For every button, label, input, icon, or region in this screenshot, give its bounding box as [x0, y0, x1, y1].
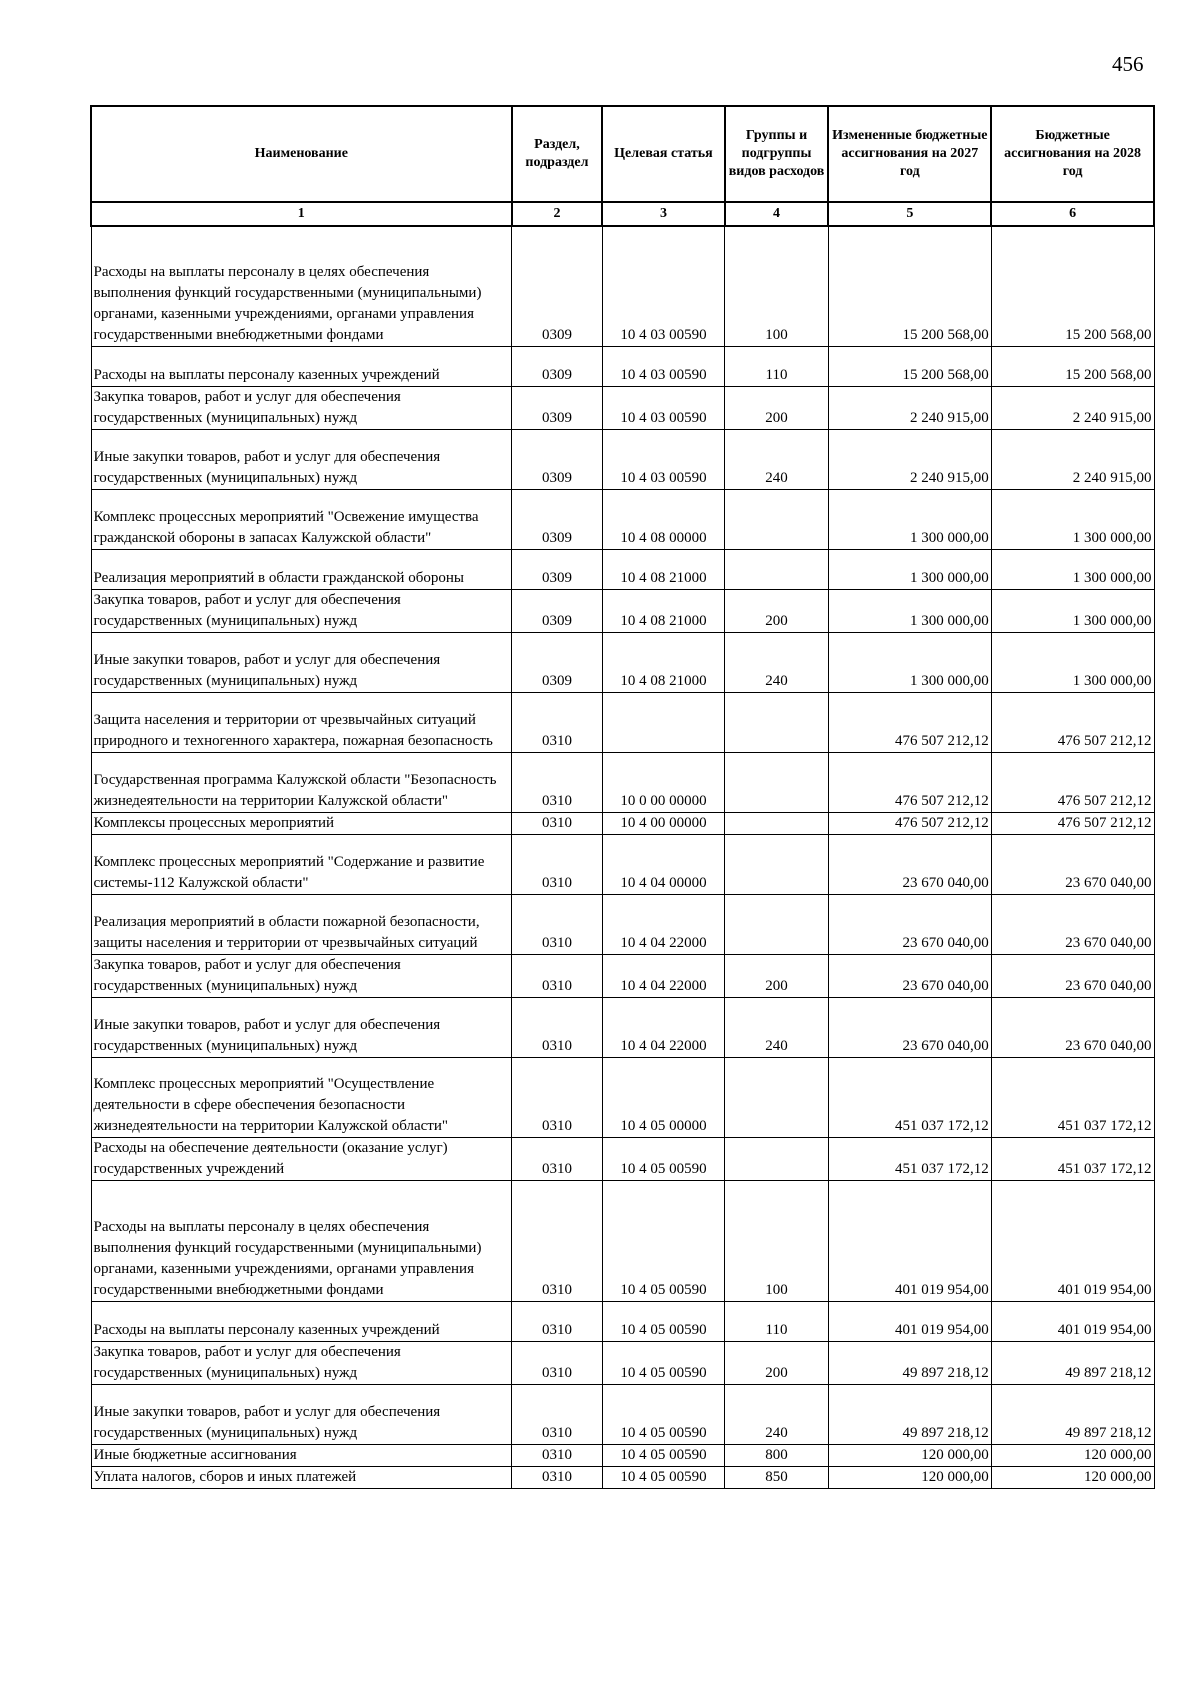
row-amount-2027: 476 507 212,12	[828, 692, 991, 752]
row-expense-group	[725, 812, 829, 834]
column-number: 1	[91, 202, 512, 226]
row-target-code	[602, 692, 724, 752]
row-name: Государственная программа Калужской области "Безопасность жизнедеятельности на территории Калужской области"	[91, 752, 512, 812]
row-expense-group	[725, 692, 829, 752]
row-name: Закупка товаров, работ и услуг для обеспечения государственных (муниципальных) нужд	[91, 589, 512, 632]
table-row	[91, 429, 1154, 489]
row-expense-group	[725, 752, 829, 812]
budget-table	[90, 105, 1155, 1489]
row-amount-2028: 15 200 568,00	[991, 346, 1154, 386]
row-name: Реализация мероприятий в области гражданской обороны	[91, 549, 512, 589]
row-amount-2027: 2 240 915,00	[828, 386, 991, 429]
row-amount-2028: 1 300 000,00	[991, 549, 1154, 589]
row-section-code: 0310	[512, 954, 603, 997]
row-name: Защита населения и территории от чрезвычайных ситуаций природного и техногенного характера, пожарная безопасность	[91, 692, 512, 752]
row-section-code: 0310	[512, 834, 603, 894]
column-number-row	[91, 202, 1154, 226]
row-target-code: 10 4 04 22000	[602, 997, 724, 1057]
row-expense-group	[725, 1137, 829, 1180]
row-target-code: 10 4 08 21000	[602, 632, 724, 692]
row-amount-2028: 1 300 000,00	[991, 589, 1154, 632]
row-section-code: 0310	[512, 1466, 603, 1488]
column-number: 2	[512, 202, 603, 226]
row-amount-2028: 23 670 040,00	[991, 894, 1154, 954]
row-section-code: 0309	[512, 346, 603, 386]
row-target-code: 10 4 05 00000	[602, 1057, 724, 1137]
row-amount-2027: 15 200 568,00	[828, 226, 991, 346]
page-number: 456	[1112, 52, 1144, 76]
row-amount-2027: 23 670 040,00	[828, 894, 991, 954]
row-expense-group: 100	[725, 226, 829, 346]
column-header-group: Группы и подгруппы видов расходов	[725, 106, 829, 202]
row-section-code: 0309	[512, 632, 603, 692]
row-section-code: 0310	[512, 692, 603, 752]
table-row	[91, 1384, 1154, 1444]
row-amount-2028: 401 019 954,00	[991, 1180, 1154, 1301]
row-name: Иные бюджетные ассигнования	[91, 1444, 512, 1466]
row-section-code: 0310	[512, 752, 603, 812]
row-target-code: 10 4 08 00000	[602, 489, 724, 549]
row-section-code: 0310	[512, 894, 603, 954]
row-amount-2027: 476 507 212,12	[828, 752, 991, 812]
row-expense-group: 200	[725, 954, 829, 997]
row-name: Закупка товаров, работ и услуг для обеспечения государственных (муниципальных) нужд	[91, 386, 512, 429]
column-number: 5	[828, 202, 991, 226]
row-target-code: 10 4 05 00590	[602, 1180, 724, 1301]
row-name: Реализация мероприятий в области пожарной безопасности, защиты населения и территории от чрезвычайных ситуаций	[91, 894, 512, 954]
row-amount-2028: 476 507 212,12	[991, 692, 1154, 752]
row-target-code: 10 4 05 00590	[602, 1444, 724, 1466]
row-target-code: 10 4 04 22000	[602, 894, 724, 954]
table-row	[91, 226, 1154, 346]
row-amount-2027: 15 200 568,00	[828, 346, 991, 386]
row-expense-group: 240	[725, 1384, 829, 1444]
row-section-code: 0310	[512, 1180, 603, 1301]
table-row	[91, 589, 1154, 632]
row-section-code: 0309	[512, 489, 603, 549]
row-name: Комплекс процессных мероприятий "Содержание и развитие системы-112 Калужской области"	[91, 834, 512, 894]
row-amount-2027: 49 897 218,12	[828, 1341, 991, 1384]
row-target-code: 10 4 08 21000	[602, 589, 724, 632]
row-expense-group: 200	[725, 1341, 829, 1384]
column-header-2027: Измененные бюджетные ассигнования на 2027 год	[828, 106, 991, 202]
row-amount-2028: 23 670 040,00	[991, 997, 1154, 1057]
row-target-code: 10 4 05 00590	[602, 1466, 724, 1488]
column-header-section: Раздел, подраздел	[512, 106, 603, 202]
table-row	[91, 346, 1154, 386]
row-section-code: 0310	[512, 1137, 603, 1180]
row-target-code: 10 4 05 00590	[602, 1384, 724, 1444]
header-row	[91, 106, 1154, 202]
table-row	[91, 386, 1154, 429]
table-row	[91, 752, 1154, 812]
row-section-code: 0310	[512, 812, 603, 834]
row-amount-2027: 1 300 000,00	[828, 549, 991, 589]
table-row	[91, 1466, 1154, 1488]
row-target-code: 10 4 05 00590	[602, 1341, 724, 1384]
row-amount-2028: 1 300 000,00	[991, 489, 1154, 549]
row-section-code: 0310	[512, 1384, 603, 1444]
row-expense-group	[725, 549, 829, 589]
row-name: Комплекс процессных мероприятий "Освежение имущества гражданской обороны в запасах Калужской области"	[91, 489, 512, 549]
column-header-2028: Бюджетные ассигнования на 2028 год	[991, 106, 1154, 202]
row-amount-2028: 49 897 218,12	[991, 1341, 1154, 1384]
table-row	[91, 692, 1154, 752]
table-row	[91, 997, 1154, 1057]
row-amount-2027: 120 000,00	[828, 1444, 991, 1466]
row-name: Иные закупки товаров, работ и услуг для обеспечения государственных (муниципальных) нужд	[91, 429, 512, 489]
row-name: Иные закупки товаров, работ и услуг для обеспечения государственных (муниципальных) нужд	[91, 1384, 512, 1444]
table-body	[91, 226, 1154, 1488]
row-expense-group: 240	[725, 997, 829, 1057]
row-amount-2028: 120 000,00	[991, 1444, 1154, 1466]
row-target-code: 10 0 00 00000	[602, 752, 724, 812]
row-section-code: 0310	[512, 1444, 603, 1466]
row-section-code: 0309	[512, 589, 603, 632]
row-target-code: 10 4 05 00590	[602, 1301, 724, 1341]
column-number: 6	[991, 202, 1154, 226]
row-amount-2028: 451 037 172,12	[991, 1057, 1154, 1137]
table-row	[91, 489, 1154, 549]
row-amount-2028: 401 019 954,00	[991, 1301, 1154, 1341]
row-target-code: 10 4 03 00590	[602, 226, 724, 346]
row-name: Иные закупки товаров, работ и услуг для обеспечения государственных (муниципальных) нужд	[91, 632, 512, 692]
row-expense-group: 200	[725, 589, 829, 632]
row-amount-2027: 401 019 954,00	[828, 1180, 991, 1301]
row-expense-group	[725, 894, 829, 954]
row-amount-2028: 15 200 568,00	[991, 226, 1154, 346]
row-amount-2028: 23 670 040,00	[991, 954, 1154, 997]
table-row	[91, 954, 1154, 997]
table-row	[91, 1301, 1154, 1341]
row-target-code: 10 4 04 00000	[602, 834, 724, 894]
row-section-code: 0310	[512, 997, 603, 1057]
row-amount-2027: 451 037 172,12	[828, 1137, 991, 1180]
row-amount-2028: 451 037 172,12	[991, 1137, 1154, 1180]
row-name: Закупка товаров, работ и услуг для обеспечения государственных (муниципальных) нужд	[91, 1341, 512, 1384]
table-row	[91, 1137, 1154, 1180]
row-target-code: 10 4 04 22000	[602, 954, 724, 997]
row-name: Комплексы процессных мероприятий	[91, 812, 512, 834]
row-section-code: 0310	[512, 1057, 603, 1137]
column-number: 3	[602, 202, 724, 226]
row-expense-group: 800	[725, 1444, 829, 1466]
row-expense-group: 240	[725, 429, 829, 489]
row-amount-2027: 23 670 040,00	[828, 954, 991, 997]
row-name: Расходы на обеспечение деятельности (оказание услуг) государственных учреждений	[91, 1137, 512, 1180]
row-target-code: 10 4 08 21000	[602, 549, 724, 589]
row-section-code: 0310	[512, 1341, 603, 1384]
row-amount-2027: 2 240 915,00	[828, 429, 991, 489]
table-row	[91, 1180, 1154, 1301]
table-row	[91, 1444, 1154, 1466]
row-target-code: 10 4 03 00590	[602, 346, 724, 386]
row-amount-2027: 1 300 000,00	[828, 489, 991, 549]
row-expense-group: 110	[725, 346, 829, 386]
column-number: 4	[725, 202, 829, 226]
row-name: Расходы на выплаты персоналу в целях обеспечения выполнения функций государственными (муниципальными) органами, казенными учреждениями, органами управления государственными внебюджетными фондами	[91, 226, 512, 346]
row-amount-2028: 120 000,00	[991, 1466, 1154, 1488]
table-row	[91, 834, 1154, 894]
row-amount-2027: 23 670 040,00	[828, 834, 991, 894]
row-name: Расходы на выплаты персоналу казенных учреждений	[91, 346, 512, 386]
row-amount-2028: 476 507 212,12	[991, 812, 1154, 834]
row-expense-group: 110	[725, 1301, 829, 1341]
row-target-code: 10 4 03 00590	[602, 386, 724, 429]
row-section-code: 0309	[512, 549, 603, 589]
row-amount-2027: 23 670 040,00	[828, 997, 991, 1057]
row-expense-group: 850	[725, 1466, 829, 1488]
row-expense-group: 240	[725, 632, 829, 692]
column-header-name: Наименование	[91, 106, 512, 202]
row-amount-2028: 2 240 915,00	[991, 386, 1154, 429]
row-expense-group: 100	[725, 1180, 829, 1301]
row-amount-2028: 49 897 218,12	[991, 1384, 1154, 1444]
table-row	[91, 1057, 1154, 1137]
table-row	[91, 1341, 1154, 1384]
row-name: Расходы на выплаты персоналу в целях обеспечения выполнения функций государственными (муниципальными) органами, казенными учреждениями, органами управления государственными внебюджетными фондами	[91, 1180, 512, 1301]
row-amount-2027: 476 507 212,12	[828, 812, 991, 834]
row-name: Расходы на выплаты персоналу казенных учреждений	[91, 1301, 512, 1341]
row-target-code: 10 4 03 00590	[602, 429, 724, 489]
row-target-code: 10 4 00 00000	[602, 812, 724, 834]
row-amount-2028: 23 670 040,00	[991, 834, 1154, 894]
row-name: Закупка товаров, работ и услуг для обеспечения государственных (муниципальных) нужд	[91, 954, 512, 997]
row-expense-group: 200	[725, 386, 829, 429]
row-section-code: 0310	[512, 1301, 603, 1341]
row-name: Иные закупки товаров, работ и услуг для обеспечения государственных (муниципальных) нужд	[91, 997, 512, 1057]
row-section-code: 0309	[512, 226, 603, 346]
row-name: Комплекс процессных мероприятий "Осуществление деятельности в сфере обеспечения безопасности жизнедеятельности на территории Калужской области"	[91, 1057, 512, 1137]
row-expense-group	[725, 834, 829, 894]
row-amount-2028: 476 507 212,12	[991, 752, 1154, 812]
row-amount-2028: 1 300 000,00	[991, 632, 1154, 692]
table-row	[91, 894, 1154, 954]
row-amount-2027: 49 897 218,12	[828, 1384, 991, 1444]
row-amount-2027: 451 037 172,12	[828, 1057, 991, 1137]
table-row	[91, 549, 1154, 589]
row-section-code: 0309	[512, 429, 603, 489]
table-row	[91, 632, 1154, 692]
row-expense-group	[725, 1057, 829, 1137]
row-amount-2028: 2 240 915,00	[991, 429, 1154, 489]
row-amount-2027: 401 019 954,00	[828, 1301, 991, 1341]
row-expense-group	[725, 489, 829, 549]
column-header-target: Целевая статья	[602, 106, 724, 202]
row-target-code: 10 4 05 00590	[602, 1137, 724, 1180]
row-amount-2027: 1 300 000,00	[828, 632, 991, 692]
row-amount-2027: 120 000,00	[828, 1466, 991, 1488]
table-row	[91, 812, 1154, 834]
row-name: Уплата налогов, сборов и иных платежей	[91, 1466, 512, 1488]
row-section-code: 0309	[512, 386, 603, 429]
row-amount-2027: 1 300 000,00	[828, 589, 991, 632]
